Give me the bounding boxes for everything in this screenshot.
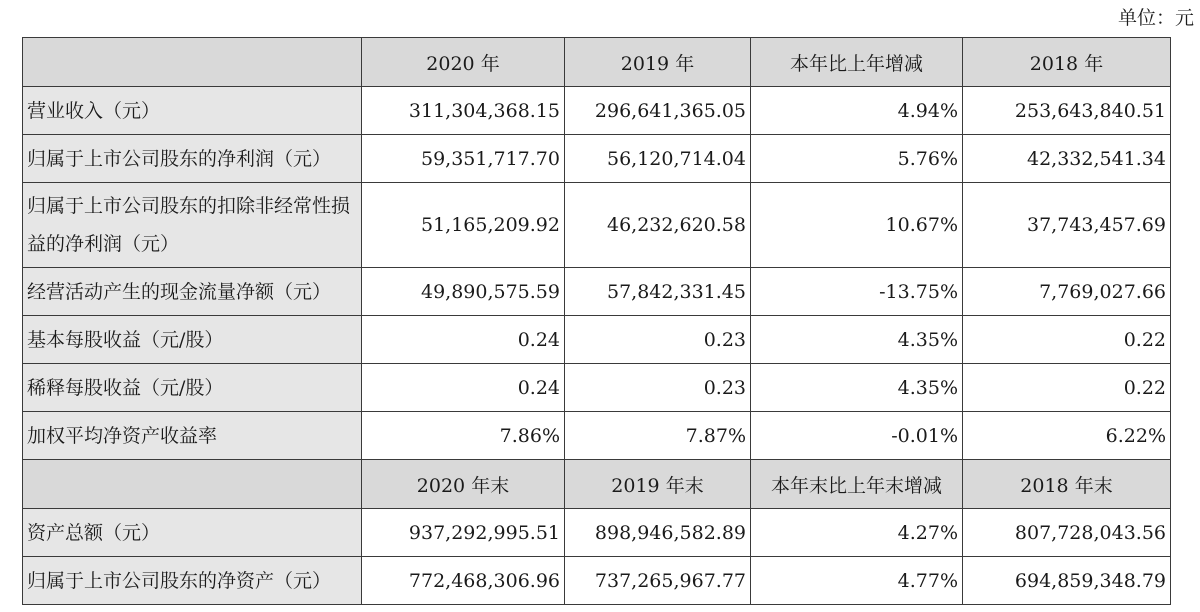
value-2019: 57,842,331.45 [565, 268, 751, 316]
row-label: 基本每股收益（元/股） [23, 316, 362, 364]
value-change: 4.27% [751, 509, 963, 557]
financial-data-table [22, 37, 1171, 605]
value-2018: 253,643,840.51 [963, 87, 1171, 135]
header-cell-2018-end: 2018 年末 [963, 460, 1171, 509]
row-label: 加权平均净资产收益率 [23, 412, 362, 460]
table-header-row [23, 38, 1171, 87]
value-2018: 0.22 [963, 316, 1171, 364]
table-row [23, 87, 1171, 135]
value-change: -0.01% [751, 412, 963, 460]
value-2020: 311,304,368.15 [362, 87, 565, 135]
header-cell-blank [23, 460, 362, 509]
table-row [23, 316, 1171, 364]
value-2018: 42,332,541.34 [963, 135, 1171, 183]
header-cell-2018: 2018 年 [963, 38, 1171, 87]
value-2019: 296,641,365.05 [565, 87, 751, 135]
header-cell-blank [23, 38, 362, 87]
value-change: 4.77% [751, 557, 963, 605]
value-change: 4.94% [751, 87, 963, 135]
value-2019: 898,946,582.89 [565, 509, 751, 557]
value-2018: 7,769,027.66 [963, 268, 1171, 316]
table-row [23, 412, 1171, 460]
table-subheader-row [23, 460, 1171, 509]
value-2019: 737,265,967.77 [565, 557, 751, 605]
unit-note: 单位：元 [1117, 7, 1194, 29]
value-2018: 37,743,457.69 [963, 183, 1171, 268]
value-change: 4.35% [751, 316, 963, 364]
value-2020: 49,890,575.59 [362, 268, 565, 316]
header-cell-2020: 2020 年 [362, 38, 565, 87]
table-row [23, 509, 1171, 557]
value-2018: 694,859,348.79 [963, 557, 1171, 605]
value-2020: 937,292,995.51 [362, 509, 565, 557]
row-label: 资产总额（元） [23, 509, 362, 557]
row-label: 营业收入（元） [23, 87, 362, 135]
value-2019: 0.23 [565, 316, 751, 364]
table-row [23, 183, 1171, 268]
value-2020: 59,351,717.70 [362, 135, 565, 183]
header-cell-change: 本年比上年增减 [751, 38, 963, 87]
value-change: 5.76% [751, 135, 963, 183]
value-2020: 7.86% [362, 412, 565, 460]
value-2020: 0.24 [362, 316, 565, 364]
table-row [23, 135, 1171, 183]
value-change: -13.75% [751, 268, 963, 316]
table-row [23, 268, 1171, 316]
value-2019: 7.87% [565, 412, 751, 460]
value-change: 4.35% [751, 364, 963, 412]
value-2019: 46,232,620.58 [565, 183, 751, 268]
row-label: 经营活动产生的现金流量净额（元） [23, 268, 362, 316]
header-cell-2020-end: 2020 年末 [362, 460, 565, 509]
row-label: 归属于上市公司股东的净利润（元） [23, 135, 362, 183]
value-change: 10.67% [751, 183, 963, 268]
value-2020: 51,165,209.92 [362, 183, 565, 268]
value-2018: 0.22 [963, 364, 1171, 412]
value-2020: 0.24 [362, 364, 565, 412]
header-cell-change-end: 本年末比上年末增减 [751, 460, 963, 509]
row-label: 归属于上市公司股东的扣除非经常性损益的净利润（元） [23, 183, 362, 268]
table-row [23, 364, 1171, 412]
value-2018: 807,728,043.56 [963, 509, 1171, 557]
value-2018: 6.22% [963, 412, 1171, 460]
header-cell-2019: 2019 年 [565, 38, 751, 87]
row-label: 归属于上市公司股东的净资产（元） [23, 557, 362, 605]
value-2019: 0.23 [565, 364, 751, 412]
table-row [23, 557, 1171, 605]
row-label: 稀释每股收益（元/股） [23, 364, 362, 412]
header-cell-2019-end: 2019 年末 [565, 460, 751, 509]
value-2020: 772,468,306.96 [362, 557, 565, 605]
value-2019: 56,120,714.04 [565, 135, 751, 183]
